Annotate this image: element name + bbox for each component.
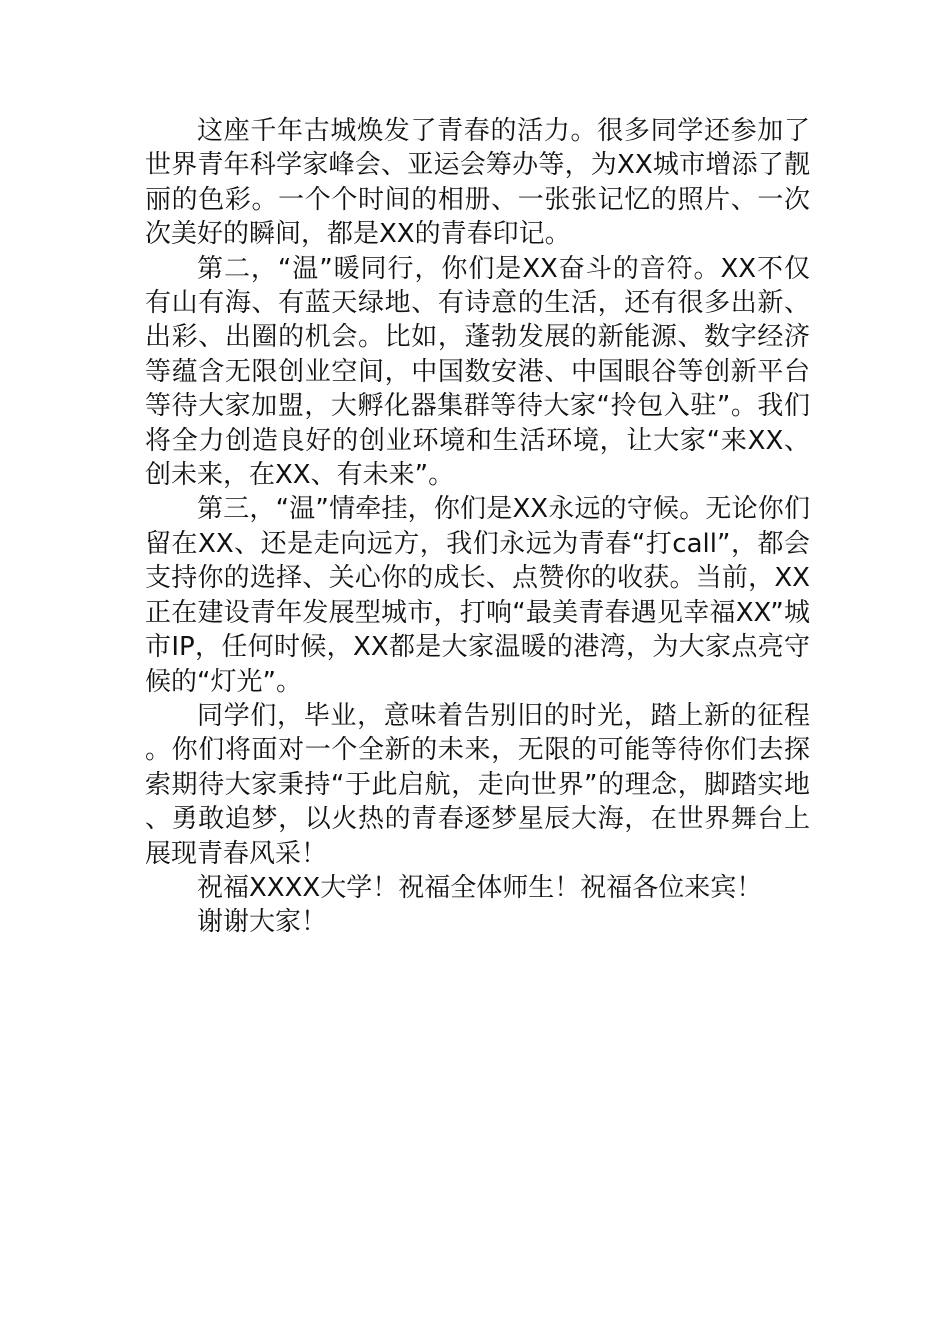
paragraph-thanks: 谢谢大家！: [197, 907, 328, 938]
paragraph-second-point: 第二，“温”暖同行，你们是XX奋斗的音符。XX不仅有山有海、有蓝天绿地、有诗意的生活，还有很多出新、出彩、出圈的机会。比如，蓬勃发展的新能源、数字经济等蕴含无限创业空间，中国数安港、中国眼谷等创新平台等待大家加盟，大孵化器集群等待大家“拎包入驻”。我们将全力创造良好的创业环境和生活环境，让大家“来XX、创未来，在XX、有未来”。: [145, 253, 810, 491]
document-body: [145, 114, 810, 940]
paragraph-blessings: 祝福XXXX大学！祝福全体师生！祝福各位来宾！: [197, 872, 763, 903]
paragraph-youth-memories: 这座千年古城焕发了青春的活力。很多同学还参加了世界青年科学家峰会、亚运会筹办等，为XX城市增添了靓丽的色彩。一个个时间的相册、一张张记忆的照片、一次次美好的瞬间，都是XX的青春印记。: [145, 116, 810, 250]
paragraph-third-point: 第三，“温”情牵挂，你们是XX永远的守候。无论你们留在XX、还是走向远方，我们永远为青春“打call”，都会支持你的选择、关心你的成长、点赞你的收获。当前，XX正在建设青年发展型城市，打响“最美青春遇见幸福XX”城市IP，任何时候，XX都是大家温暖的港湾，为大家点亮守候的“灯光”。: [145, 494, 810, 697]
paragraph-graduation-message: 同学们，毕业，意味着告别旧的时光，踏上新的征程。你们将面对一个全新的未来，无限的可能等待你们去探索期待大家秉持“于此启航，走向世界”的理念，脚踏实地、勇敢追梦，以火热的青春逐梦星辰大海，在世界舞台上展现青春风采！: [145, 700, 810, 869]
